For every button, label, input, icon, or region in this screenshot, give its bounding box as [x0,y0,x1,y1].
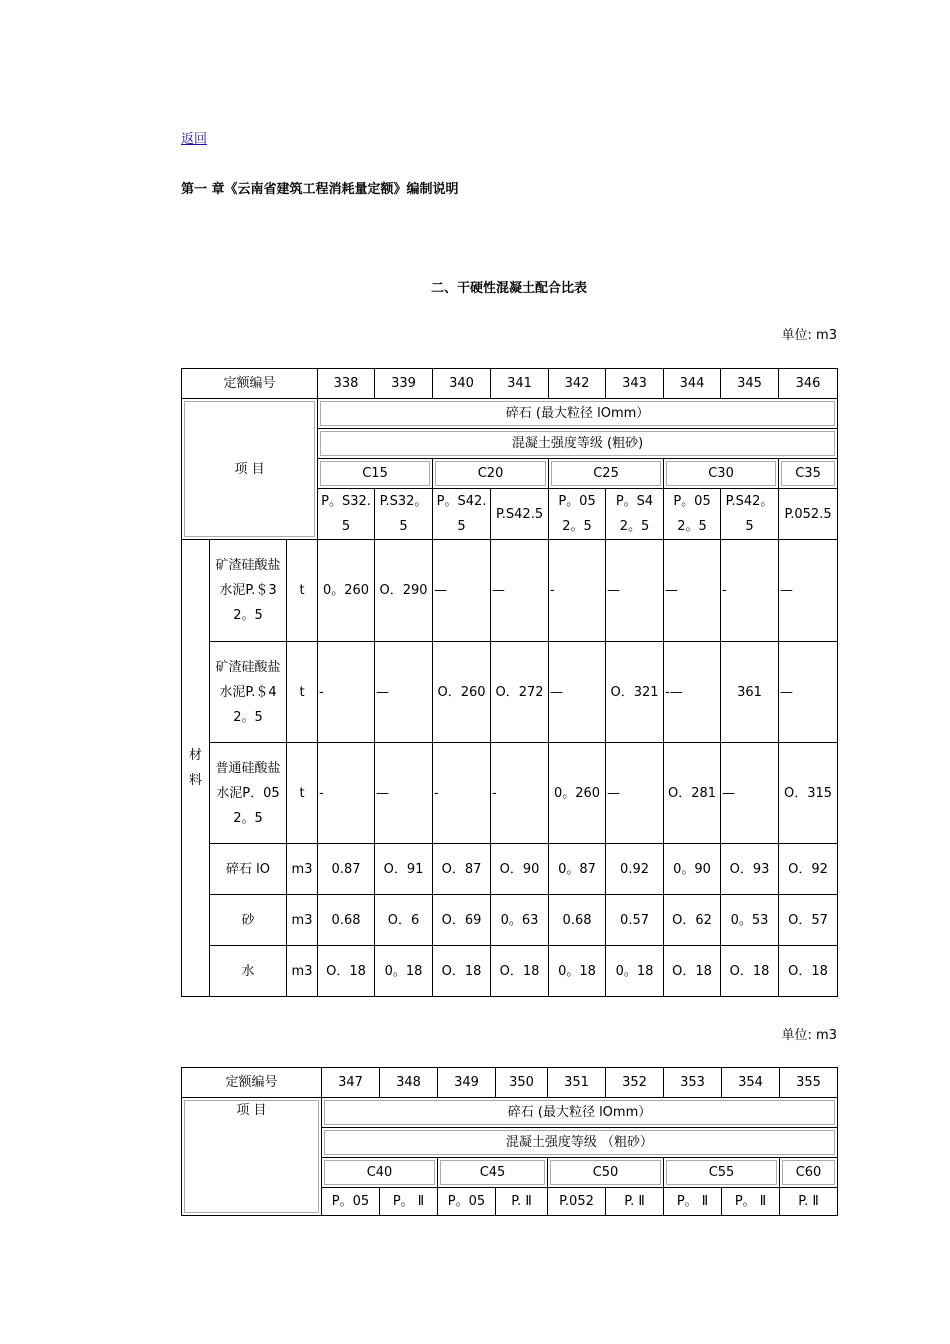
cement-type-cell: P。S32.5 [318,489,375,540]
value-cell: 0。90 [664,844,721,895]
material-name: 砂 [210,895,287,946]
value-cell: - [318,642,375,743]
grade-cell: C45 [438,1158,548,1188]
cement-type-cell: P. Ⅱ [780,1188,838,1216]
value-cell: O．91 [375,844,433,895]
code-cell: 340 [433,369,491,399]
value-cell: 0.92 [606,844,664,895]
cement-type-cell: P.S42.5 [491,489,549,540]
strength-label: 混凝土强度等级 （粗砂） [322,1128,838,1158]
grade-cell: C60 [780,1158,838,1188]
cement-type-cell: P。 Ⅱ [380,1188,438,1216]
grade-cell: C40 [322,1158,438,1188]
value-cell: O．260 [433,642,491,743]
value-cell: — [606,540,664,642]
unit-label-2: 单位: m3 [781,1028,837,1043]
value-cell: 0.68 [549,895,606,946]
material-name: 普通硅酸盐水泥P．052。5 [210,743,287,844]
code-cell: 342 [549,369,606,399]
value-cell: 0。260 [318,540,375,642]
code-cell: 341 [491,369,549,399]
cement-type-cell: P. Ⅱ [606,1188,664,1216]
grade-cell: C20 [433,459,549,489]
value-cell: - [433,743,491,844]
item-label: 项 目 [182,399,318,540]
value-cell: O．315 [779,743,838,844]
value-cell: - [549,540,606,642]
material-name: 水 [210,946,287,997]
grade-cell: C25 [549,459,664,489]
value-cell: O．321 [606,642,664,743]
value-cell: -— [664,642,721,743]
cement-type-cell: P。052。5 [664,489,721,540]
value-cell: O．69 [433,895,491,946]
cement-type-cell: P.S42。5 [721,489,779,540]
value-cell: — [375,743,433,844]
value-cell: O．272 [491,642,549,743]
value-cell: 0。53 [721,895,779,946]
value-cell: 0.68 [318,895,375,946]
header-code-label: 定额编号 [182,1068,322,1098]
code-cell: 351 [548,1068,606,1098]
value-cell: — [549,642,606,743]
value-cell: — [779,642,838,743]
value-cell: — [664,540,721,642]
cement-type-cell: P。 Ⅱ [664,1188,722,1216]
unit-label: 单位: m3 [781,328,837,343]
code-cell: 346 [779,369,838,399]
cement-type-cell: P.052 [548,1188,606,1216]
mix-ratio-table-1 [181,368,838,997]
cement-type-cell: P。05 [322,1188,380,1216]
grade-cell: C50 [548,1158,664,1188]
aggregate-label: 碎石 (最大粒径 lOmm） [322,1098,838,1128]
value-cell: 0.87 [318,844,375,895]
code-cell: 355 [780,1068,838,1098]
material-name: 矿渣硅酸盐水泥P.＄32。5 [210,540,287,642]
value-cell: - [491,743,549,844]
value-cell: O．62 [664,895,721,946]
value-cell: O．6 [375,895,433,946]
value-cell: — [779,540,838,642]
material-unit: m3 [287,946,318,997]
grade-cell: C55 [664,1158,780,1188]
mix-ratio-table-2 [181,1067,838,1216]
value-cell: O．18 [664,946,721,997]
value-cell: 0。18 [549,946,606,997]
item-label: 项 目 [182,1098,322,1216]
value-cell: O．18 [779,946,838,997]
value-cell: 0。18 [606,946,664,997]
code-cell: 339 [375,369,433,399]
cement-type-cell: P。 Ⅱ [722,1188,780,1216]
material-unit: t [287,540,318,642]
code-cell: 344 [664,369,721,399]
value-cell: O．90 [491,844,549,895]
code-cell: 353 [664,1068,722,1098]
value-cell: O．57 [779,895,838,946]
material-unit: m3 [287,895,318,946]
code-cell: 350 [496,1068,548,1098]
back-link[interactable]: 返回 [181,132,208,147]
value-cell: O．18 [491,946,549,997]
value-cell: 0。63 [491,895,549,946]
material-unit: t [287,743,318,844]
material-unit: m3 [287,844,318,895]
value-cell: - [721,540,779,642]
value-cell: 0。87 [549,844,606,895]
code-cell: 349 [438,1068,496,1098]
code-cell: 354 [722,1068,780,1098]
strength-label: 混凝土强度等级 (粗砂) [318,429,838,459]
value-cell: O．92 [779,844,838,895]
value-cell: O．87 [433,844,491,895]
code-cell: 348 [380,1068,438,1098]
material-label: 材料 [182,540,210,997]
cement-type-cell: P。05 [438,1188,496,1216]
value-cell: — [433,540,491,642]
cement-type-cell: P。S42.5 [433,489,491,540]
value-cell: O．281 [664,743,721,844]
code-cell: 338 [318,369,375,399]
code-cell: 347 [322,1068,380,1098]
code-cell: 343 [606,369,664,399]
value-cell: — [721,743,779,844]
value-cell: 0.57 [606,895,664,946]
grade-cell: C35 [779,459,838,489]
grade-cell: C30 [664,459,779,489]
value-cell: 0。260 [549,743,606,844]
grade-cell: C15 [318,459,433,489]
value-cell: O．18 [721,946,779,997]
value-cell: - [318,743,375,844]
cement-type-cell: P. Ⅱ [496,1188,548,1216]
value-cell: — [606,743,664,844]
cement-type-cell: P.052.5 [779,489,838,540]
aggregate-label: 碎石 (最大粒径 lOmm） [318,399,838,429]
cement-type-cell: P。052。5 [549,489,606,540]
value-cell: O．18 [433,946,491,997]
material-name: 矿渣硅酸盐水泥P.＄42。5 [210,642,287,743]
value-cell: O．93 [721,844,779,895]
value-cell: 0。18 [375,946,433,997]
section-title: 二、干硬性混凝土配合比表 [430,281,587,296]
value-cell: O．18 [318,946,375,997]
value-cell: 361 [721,642,779,743]
cement-type-cell: P。S42。5 [606,489,664,540]
material-name: 碎石 lO [210,844,287,895]
value-cell: — [375,642,433,743]
code-cell: 345 [721,369,779,399]
cement-type-cell: P.S32。5 [375,489,433,540]
value-cell: O．290 [375,540,433,642]
code-cell: 352 [606,1068,664,1098]
chapter-title: 第一 章《云南省建筑工程消耗量定额》编制说明 [181,182,459,197]
header-code-label: 定额编号 [182,369,318,399]
value-cell: — [491,540,549,642]
material-unit: t [287,642,318,743]
